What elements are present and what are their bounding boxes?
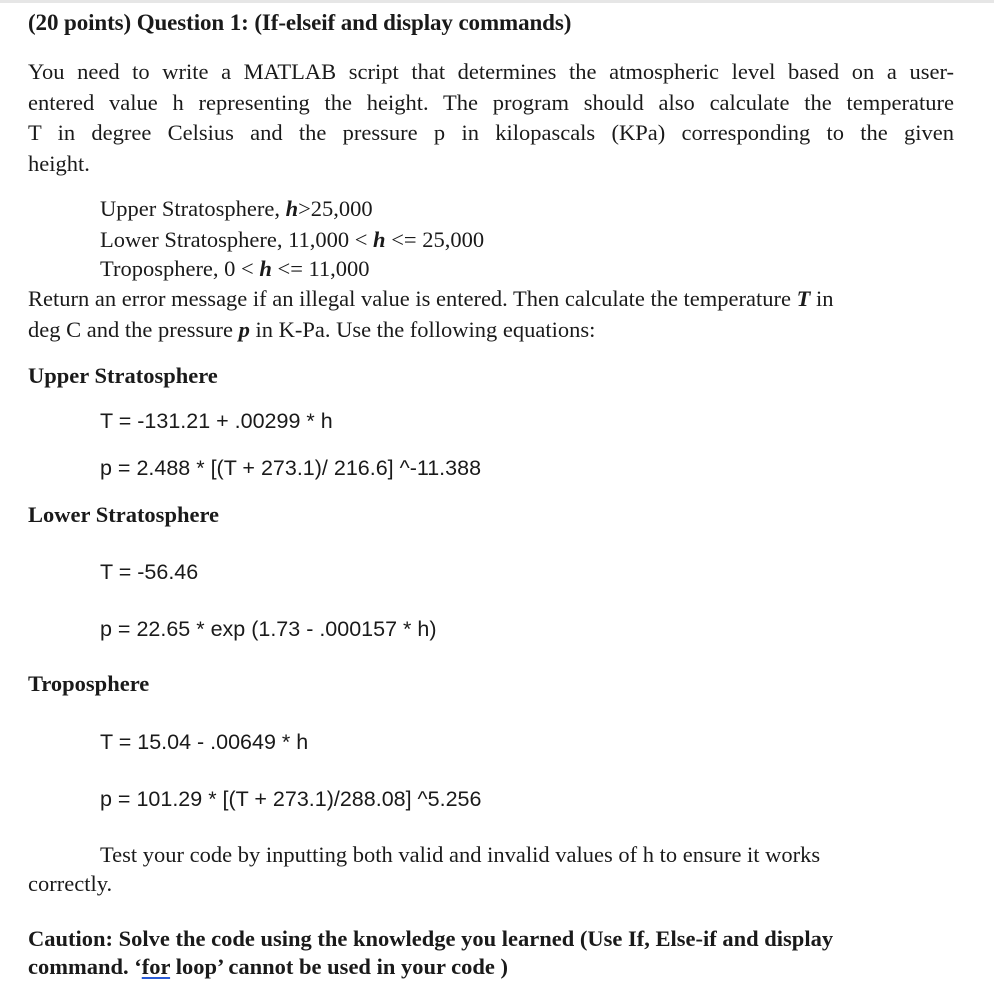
question-title xyxy=(28,10,571,36)
condition-var: h xyxy=(259,256,272,281)
heading-troposphere: Troposphere xyxy=(28,671,150,696)
condition-range: <= 11,000 xyxy=(271,256,370,281)
intro-line: You need to write a MATLAB script that determines the atmospheric level based on a user- xyxy=(28,59,954,84)
top-divider xyxy=(0,0,994,3)
equation-upper-temperature: T = -131.21 + .00299 * h xyxy=(100,409,333,433)
heading-lower-stratosphere: Lower Stratosphere xyxy=(28,502,220,527)
equation-troposphere-pressure: p = 101.29 * [(T + 273.1)/288.08] ^5.256 xyxy=(100,787,482,811)
caution-text: loop’ cannot be used in your code ) xyxy=(170,954,509,979)
condition-troposphere xyxy=(100,256,370,282)
return-text: Return an error message if an illegal value is entered. Then calculate the temperature xyxy=(28,286,797,311)
condition-text: Upper Stratosphere, xyxy=(100,196,286,221)
test-line-1: Test your code by inputting both valid and invalid values of h to ensure it works xyxy=(100,842,821,867)
condition-var: h xyxy=(373,227,386,252)
var-p: p xyxy=(238,317,250,342)
caution-text: command. ‘ xyxy=(28,954,142,979)
equation-troposphere-temperature: T = 15.04 - .00649 * h xyxy=(100,730,309,754)
condition-var: h xyxy=(285,196,299,221)
condition-text: Troposphere, 0 < xyxy=(100,256,260,281)
intro-line: entered value h representing the height. The program should also calculate the temperature xyxy=(28,89,954,115)
return-text: deg C and the pressure xyxy=(28,317,239,342)
intro-line: T in degree Celsius and the pressure p in kilopascals (KPa) corresponding to the given xyxy=(28,120,954,145)
condition-text: Lower Stratosphere, 11,000 < xyxy=(100,227,374,252)
condition-lower xyxy=(100,227,484,253)
equation-upper-pressure: p = 2.488 * [(T + 273.1)/ 216.6] ^-11.388 xyxy=(100,456,482,480)
condition-range: <= 25,000 xyxy=(385,227,485,252)
test-line-2: correctly. xyxy=(28,871,113,896)
condition-range: >25,000 xyxy=(298,196,373,221)
return-line-2 xyxy=(28,317,595,343)
intro-line: height. xyxy=(28,150,90,176)
caution-line-2 xyxy=(28,954,508,980)
equation-lower-temperature: T = -56.46 xyxy=(100,560,199,584)
return-text: in xyxy=(810,286,834,311)
return-text: in K-Pa. Use the following equations: xyxy=(249,317,596,342)
condition-upper xyxy=(100,196,373,222)
equation-lower-pressure: p = 22.65 * exp (1.73 - .000157 * h) xyxy=(100,617,437,641)
return-line-1 xyxy=(28,286,948,312)
intro-paragraph xyxy=(28,57,954,179)
for-keyword: for xyxy=(141,954,171,979)
heading-upper-stratosphere: Upper Stratosphere xyxy=(28,363,218,388)
var-T: T xyxy=(796,286,811,311)
question-topic: (If-elseif and display commands) xyxy=(254,10,572,35)
question-points: (20 points) Question 1: xyxy=(28,10,249,35)
caution-line-1: Caution: Solve the code using the knowledge you learned (Use If, Else-if and display xyxy=(28,926,834,951)
